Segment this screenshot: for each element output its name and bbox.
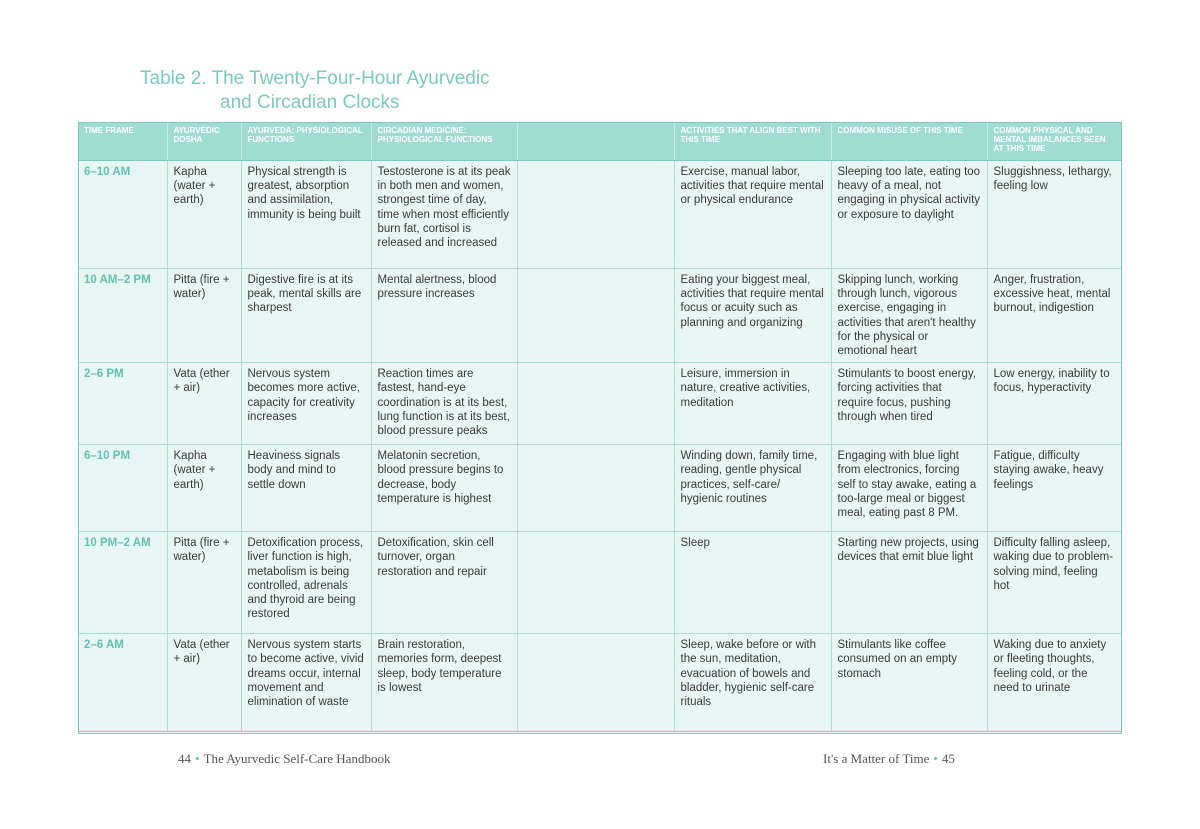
cell-imbalances: Sluggishness, lethargy, feeling low: [987, 161, 1122, 269]
cell-dosha: Kapha (water + earth): [167, 161, 241, 269]
cell-misuse: Stimulants like coffee consumed on an empty stomach: [831, 634, 987, 732]
footer-separator: •: [195, 751, 200, 766]
table-title-line-1: Table 2. The Twenty-Four-Hour Ayurvedic: [140, 68, 490, 89]
cell-dosha: Pitta (fire + water): [167, 532, 241, 634]
cell-activities: Eating your biggest meal, activities that require mental focus or acuity such as planning and organizing: [674, 269, 831, 363]
footer-left: [178, 751, 390, 767]
table-row: [78, 532, 1122, 634]
header-ayurvedic-dosha: AYURVEDIC DOSHA: [167, 122, 241, 161]
table-row: [78, 269, 1122, 363]
cell-blank: [517, 445, 674, 532]
header-imbalances: COMMON PHYSICAL AND MENTAL IMBALANCES SEEN AT THIS TIME: [987, 122, 1122, 161]
cell-dosha: Kapha (water + earth): [167, 445, 241, 532]
table-title: [140, 67, 490, 115]
cell-time-frame: 6–10 AM: [78, 161, 167, 269]
cell-ayurveda: Digestive fire is at its peak, mental skills are sharpest: [241, 269, 371, 363]
cell-imbalances: Anger, frustration, excessive heat, mental burnout, indigestion: [987, 269, 1122, 363]
cell-blank: [517, 161, 674, 269]
cell-activities: Exercise, manual labor, activities that require mental or physical endurance: [674, 161, 831, 269]
cell-circadian: Detoxification, skin cell turnover, organ restoration and repair: [371, 532, 517, 634]
page-number-left: 44: [178, 751, 191, 766]
cell-dosha: Vata (ether + air): [167, 363, 241, 445]
chapter-title: It's a Matter of Time: [823, 751, 930, 766]
cell-circadian: Testosterone is at its peak in both men and women, strongest time of day, time when most efficiently burn fat, cortisol is released and increased: [371, 161, 517, 269]
cell-misuse: Engaging with blue light from electronics, forcing self to stay awake, eating a too-large meal or biggest meal, eating past 8 PM.: [831, 445, 987, 532]
cell-misuse: Sleeping too late, eating too heavy of a meal, not engaging in physical activity or exposure to daylight: [831, 161, 987, 269]
cell-blank: [517, 269, 674, 363]
cell-ayurveda: Nervous system becomes more active, capacity for creativity increases: [241, 363, 371, 445]
cell-ayurveda: Nervous system starts to become active, vivid dreams occur, internal movement and elimination of waste: [241, 634, 371, 732]
table-row: [78, 363, 1122, 445]
table-row: [78, 445, 1122, 532]
cell-misuse: Skipping lunch, working through lunch, vigorous exercise, engaging in activities that aren't healthy for the physical or emotional heart: [831, 269, 987, 363]
cell-time-frame: 2–6 PM: [78, 363, 167, 445]
cell-activities: Winding down, family time, reading, gentle physical practices, self-care/ hygienic routines: [674, 445, 831, 532]
cell-circadian: Melatonin secretion, blood pressure begins to decrease, body temperature is highest: [371, 445, 517, 532]
ayurvedic-circadian-table: [78, 122, 1122, 732]
cell-ayurveda: Physical strength is greatest, absorption and assimilation, immunity is being built: [241, 161, 371, 269]
header-ayurveda-functions: AYURVEDA: PHYSIOLOGICAL FUNCTIONS: [241, 122, 371, 161]
cell-ayurveda: Heaviness signals body and mind to settle down: [241, 445, 371, 532]
cell-blank: [517, 634, 674, 732]
header-blank: [517, 122, 674, 161]
header-circadian-functions: CIRCADIAN MEDICINE: PHYSIOLOGICAL FUNCTIONS: [371, 122, 517, 161]
cell-dosha: Vata (ether + air): [167, 634, 241, 732]
cell-activities: Sleep, wake before or with the sun, meditation, evacuation of bowels and bladder, hygienic self-care rituals: [674, 634, 831, 732]
cell-time-frame: 10 PM–2 AM: [78, 532, 167, 634]
cell-circadian: Mental alertness, blood pressure increases: [371, 269, 517, 363]
table-header-row: [78, 122, 1122, 161]
cell-time-frame: 2–6 AM: [78, 634, 167, 732]
cell-time-frame: 6–10 PM: [78, 445, 167, 532]
cell-activities: Sleep: [674, 532, 831, 634]
cell-imbalances: Waking due to anxiety or fleeting thoughts, feeling cold, or the need to urinate: [987, 634, 1122, 732]
table-row: [78, 161, 1122, 269]
page-number-right: 45: [941, 751, 955, 766]
cell-misuse: Stimulants to boost energy, forcing activities that require focus, pushing through when tired: [831, 363, 987, 445]
cell-circadian: Reaction times are fastest, hand-eye coordination is at its best, lung function is at its best, blood pressure peaks: [371, 363, 517, 445]
cell-dosha: Pitta (fire + water): [167, 269, 241, 363]
cell-imbalances: Low energy, inability to focus, hyperactivity: [987, 363, 1122, 445]
cell-misuse: Starting new projects, using devices that emit blue light: [831, 532, 987, 634]
cell-ayurveda: Detoxification process, liver function is high, metabolism is being controlled, adrenals and thyroid are being restored: [241, 532, 371, 634]
cell-imbalances: Difficulty falling asleep, waking due to problem-solving mind, feeling hot: [987, 532, 1122, 634]
header-misuse: COMMON MISUSE OF THIS TIME: [831, 122, 987, 161]
table-title-line-2: and Circadian Clocks: [220, 92, 400, 113]
cell-imbalances: Fatigue, difficulty staying awake, heavy feelings: [987, 445, 1122, 532]
cell-time-frame: 10 AM–2 PM: [78, 269, 167, 363]
footer-separator: •: [933, 751, 938, 766]
cell-blank: [517, 532, 674, 634]
footer-right: [823, 751, 955, 767]
cell-blank: [517, 363, 674, 445]
header-activities: ACTIVITIES THAT ALIGN BEST WITH THIS TIME: [674, 122, 831, 161]
cell-activities: Leisure, immersion in nature, creative activities, meditation: [674, 363, 831, 445]
header-time-frame: TIME FRAME: [78, 122, 167, 161]
book-title: The Ayurvedic Self-Care Handbook: [203, 751, 391, 766]
table-row: [78, 634, 1122, 732]
cell-circadian: Brain restoration, memories form, deepest sleep, body temperature is lowest: [371, 634, 517, 732]
